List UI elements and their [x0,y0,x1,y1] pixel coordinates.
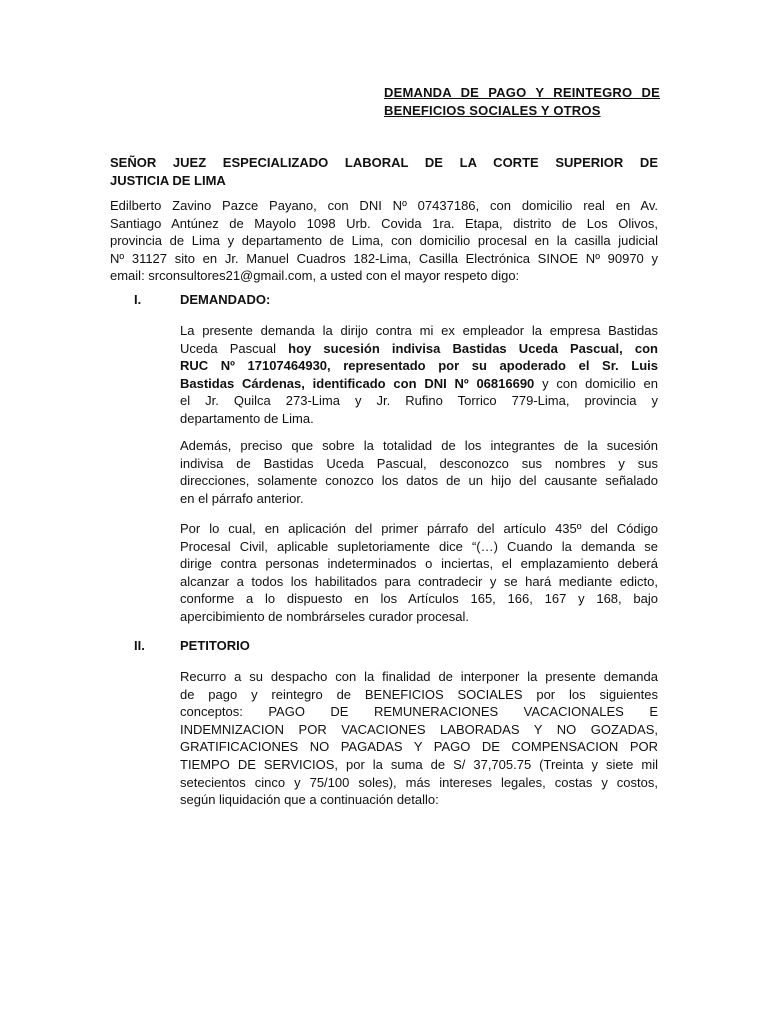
text-line [180,375,658,393]
text-line: alcanzar a todos los habilitados para contradecir y se hará mediante edicto, [180,573,658,589]
bold-text: Bastidas Cárdenas, identificado con DNI Nº 06816690 [180,375,535,391]
addressee-line: SEÑOR JUEZ ESPECIALIZADO LABORAL DE LA CORTE SUPERIOR DE [110,155,658,170]
text-line: Recurro a su despacho con la finalidad de interponer la presente demanda [180,669,658,684]
text-line: según liquidación que a continuación detallo: [180,792,439,808]
text-line: conforme a lo dispuesto en los Artículos 165, 166, 167 y 168, bajo [180,591,658,607]
paragraph-demandado [180,322,658,428]
text-line: INDEMNIZACION POR VACACIONES LABORADAS Y NO GOZADAS, [180,721,658,737]
text-span: Uceda Pascual [180,340,289,356]
document-title-line: DEMANDA DE PAGO Y REINTEGRO DE [384,85,660,100]
text-line: TIEMPO DE SERVICIOS, por la suma de S/ 37,705.75 (Treinta y siete mil [180,756,658,772]
text-line: Santiago Antúnez de Mayolo 1098 Urb. Covida 1ra. Etapa, distrito de Los Olivos, [110,215,658,231]
text-line: conceptos: PAGO DE REMUNERACIONES VACACIONALES E [180,704,658,720]
section-label: PETITORIO [180,638,250,653]
addressee-line: JUSTICIA DE LIMA [110,173,226,188]
text-line: Además, preciso que sobre la totalidad de los integrantes de la sucesión [180,438,658,453]
text-line: Nº 31127 sito en Jr. Manuel Cuadros 182-Lima, Casilla Electrónica SINOE Nº 90970 y [110,250,658,266]
text-line: dirige contra personas indeterminados o inciertas, el emplazamiento deberá [180,556,658,572]
text-line [180,357,658,375]
bold-text: RUC Nº 17107464930, representado por su apoderado el Sr. Luis [180,358,658,374]
text-line: el Jr. Quilca 273-Lima y Jr. Rufino Torrico 779-Lima, provincia y [180,393,658,409]
document-title-line: BENEFICIOS SOCIALES Y OTROS [384,103,601,118]
section-number: I. [134,292,142,307]
text-line: de pago y reintegro de BENEFICIOS SOCIALES por los siguientes [180,686,658,702]
text-line: email: srconsultores21@gmail.com, a usted con el mayor respeto digo: [110,268,520,284]
text-line: GRATIFICACIONES NO PAGADAS Y PAGO DE COMPENSACION POR [180,739,658,755]
text-line: departamento de Lima. [180,410,314,426]
paragraph-articulo-435 [180,520,658,626]
text-line: Por lo cual, en aplicación del primer párrafo del artículo 435º del Código [180,521,658,536]
paragraph-petitorio [180,668,658,809]
paragraph-sucesion [180,437,658,507]
text-line: en el párrafo anterior. [180,490,304,506]
text-line: La presente demanda la dirijo contra mi ex empleador la empresa Bastidas [180,323,658,338]
text-line [180,340,658,358]
text-line: indivisa de Bastidas Uceda Pascual, desconozco sus nombres y sus [180,455,658,471]
text-line: direcciones, solamente conozco los datos de un hijo del causante señalado [180,473,658,489]
addressee [110,154,658,190]
section-number: II. [134,638,145,653]
text-line: apercibimiento de nombrárseles curador procesal. [180,608,470,624]
document-title [384,84,660,120]
bold-text: hoy sucesión indivisa Bastidas Uceda Pascual, con [288,340,658,356]
text-line: Procesal Civil, aplicable supletoriamente dice “(…) Cuando la demanda se [180,538,658,554]
text-line: setecientos cinco y 75/100 soles), más intereses legales, costas y costos, [180,774,658,790]
section-label: DEMANDADO: [180,292,271,307]
text-line: provincia de Lima y departamento de Lima, con domicilio procesal en la casilla judicial [110,233,658,249]
text-line: Edilberto Zavino Pazce Payano, con DNI Nº 07437186, con domicilio real en Av. [110,198,658,213]
intro-paragraph [110,197,658,285]
text-span: y con domicilio en [534,375,658,391]
